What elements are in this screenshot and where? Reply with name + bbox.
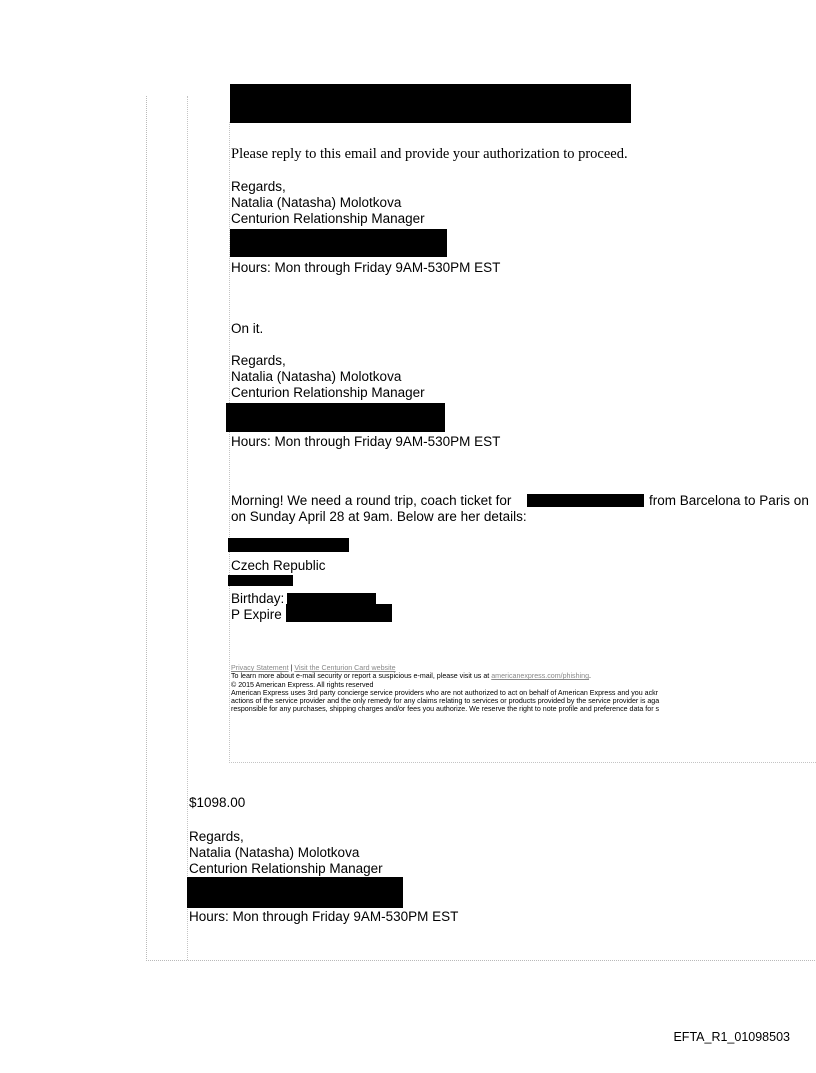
signature-title: Centurion Relationship Manager [189,861,383,876]
signature-hours: Hours: Mon through Friday 9AM-530PM EST [231,434,501,449]
signature-title: Centurion Relationship Manager [231,211,425,226]
redaction-block [228,575,293,586]
footer-separator: | [290,664,293,672]
signature-title: Centurion Relationship Manager [231,385,425,400]
signature-hours: Hours: Mon through Friday 9AM-530PM EST [231,260,501,275]
birthday-label: Birthday: [231,591,285,606]
signature-regards: Regards, [231,353,286,368]
signature-name: Natalia (Natasha) Molotkova [231,195,402,210]
phishing-link[interactable]: americanexpress.com/phishing [491,672,590,681]
disclaimer-line: American Express uses 3rd party concierge service providers who are not authorized to act on behalf of American Express and you ackr [231,688,659,697]
disclaimer-line: actions of the service provider and the only remedy for any claims relating to services or products provided by the service provider is aga [231,697,660,706]
signature-name: Natalia (Natasha) Molotkova [231,369,402,384]
on-it-text: On it. [231,321,264,336]
redaction-block [527,494,644,507]
amex-footer: Privacy Statement | Visit the Centurion Card website To learn more about e-mail security or report a suspicious e-mail, please visit us at americanexpress.com/phishing. © 2015 American Express. All rights reserved American Express uses 3rd party concierge service providers who are not authorized to act on behalf of American Express and you ackr actions of the service provider and the only remedy for any claims relating to services or products provided by the service provider is aga responsible for any purchases, shipping charges and/or fees you authorize. We reserve the right to note profile and preference data for s [231,664,816,714]
disclaimer-line: responsible for any purchases, shipping charges and/or fees you authorize. We reserve the right to note profile and preference data for s [231,705,660,714]
signature-hours: Hours: Mon through Friday 9AM-530PM EST [189,909,459,924]
learn-more-text: To learn more about e-mail security or report a suspicious e-mail, please visit us at [231,672,490,681]
redaction-block [226,403,445,432]
redaction-block [286,604,392,622]
reply-request-text: Please reply to this email and provide your authorization to proceed. [231,146,628,162]
privacy-statement-link[interactable]: Privacy Statement [231,664,289,672]
signature-regards: Regards, [189,829,244,844]
request-line-prefix: Morning! We need a round trip, coach ticket for [231,493,512,508]
redaction-block [230,229,447,257]
passenger-country: Czech Republic [231,558,326,573]
redaction-block [187,877,403,908]
request-line-2: on Sunday April 28 at 9am. Below are her details: [231,509,527,524]
redaction-block [230,84,631,123]
document-id: EFTA_R1_01098503 [673,1030,790,1044]
signature-name: Natalia (Natasha) Molotkova [189,845,360,860]
fare-amount: $1098.00 [189,795,246,810]
redaction-block [228,538,349,552]
request-line-suffix: from Barcelona to Paris on [649,493,809,508]
passport-expires-label: P Expire [231,607,282,622]
signature-regards: Regards, [231,179,286,194]
copyright-text: © 2015 American Express. All rights reserved [231,680,374,689]
centurion-website-link[interactable]: Visit the Centurion Card website [294,664,396,672]
reply-quote-line [187,96,188,960]
